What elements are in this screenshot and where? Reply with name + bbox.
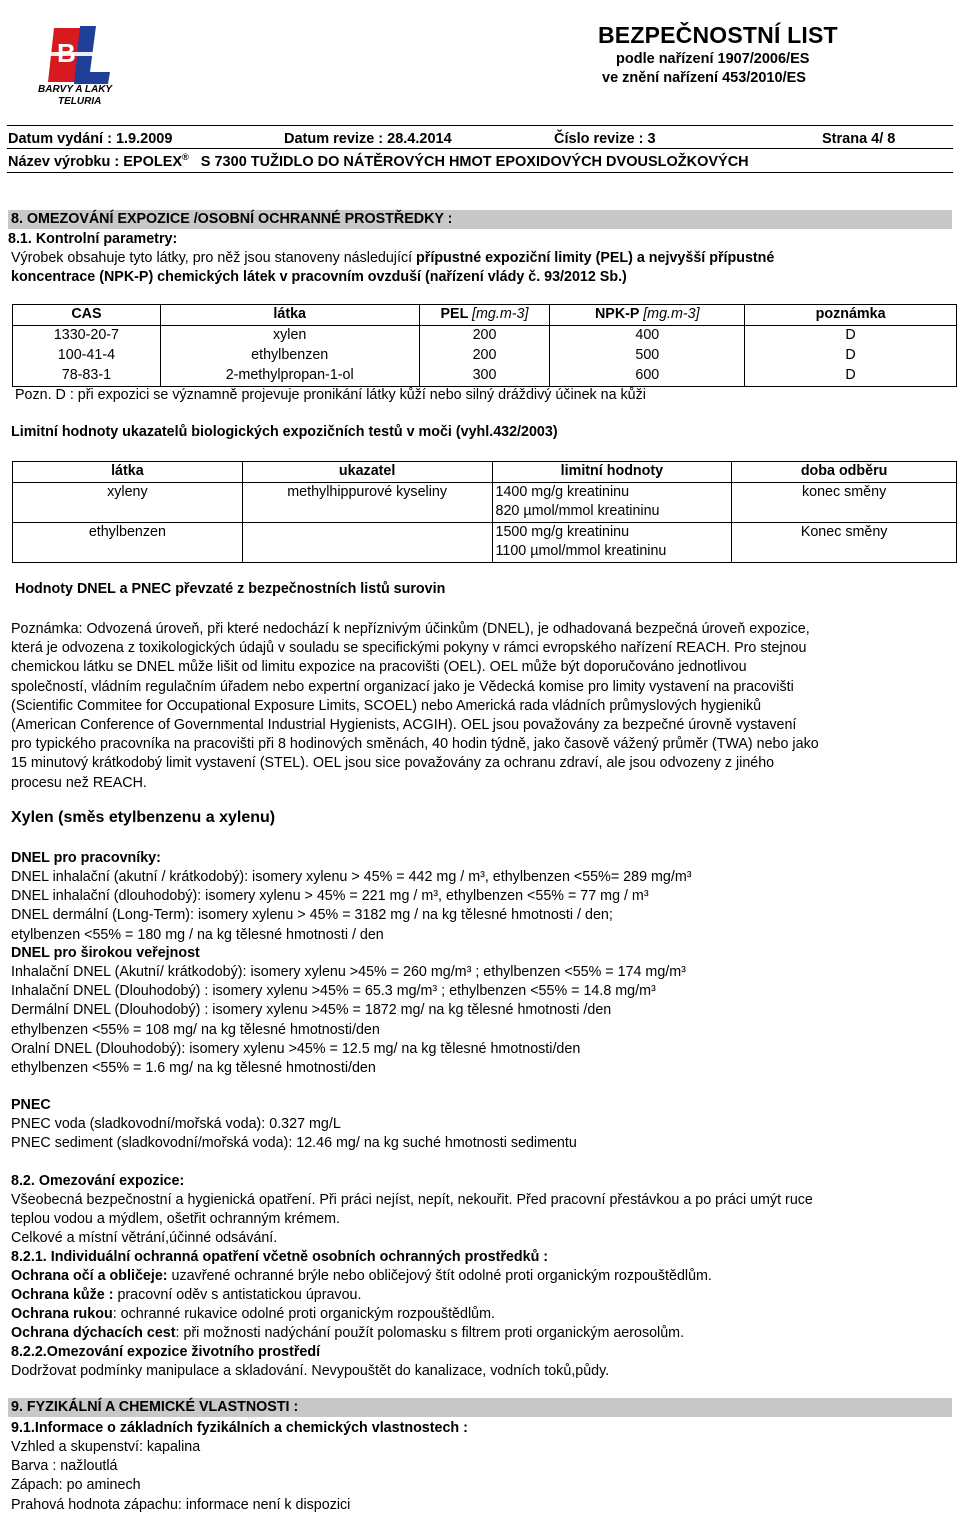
- dnel-public-title: DNEL pro širokou veřejnost: [11, 945, 200, 961]
- document-title: BEZPEČNOSTNÍ LIST: [598, 22, 838, 48]
- table-header-row: [13, 462, 957, 483]
- cell-cas: 1330-20-7: [13, 326, 161, 347]
- pnec-title: PNEC: [11, 1097, 51, 1113]
- pnec-list: PNEC voda (sladkovodní/mořská voda): 0.327 mg/L PNEC sediment (sladkovodní/mořská voda): 12.46 mg/ na kg suché hmotnosti sedimentu: [11, 1116, 577, 1152]
- revision-number: Číslo revize : 3: [554, 131, 656, 147]
- respiratory-protection: Ochrana dýchacích cest: při možnosti nadýchání použít polomasku s filtrem proti organickým aerosolům.: [11, 1325, 685, 1341]
- cell-time: konec směny: [732, 483, 957, 523]
- product-name: S 7300 TUŽIDLO DO NÁTĚROVÝCH HMOT EPOXIDOVÝCH DVOUSLOŽKOVÝCH: [200, 154, 749, 170]
- cell-npk: 500: [550, 346, 745, 366]
- section-8-1-text: Výrobek obsahuje tyto látky, pro něž jsou stanoveny následující přípustné expoziční limity (PEL) a nejvyšší přípustné: [11, 250, 775, 266]
- page-number: Strana 4/ 8: [822, 131, 896, 147]
- cell-limit: 1500 mg/g kreatininu 1100 µmol/mmol kreatininu: [492, 523, 732, 563]
- table-row: [13, 366, 957, 387]
- cell-npk: 400: [550, 326, 745, 347]
- logo-text-2: TELURIA: [58, 96, 102, 107]
- date-revision: Datum revize : 28.4.2014: [284, 131, 452, 147]
- eye-protection: Ochrana očí a obličeje: uzavřené ochranné brýle nebo obličejový štít odolné proti organickým rozpouštědlům.: [11, 1268, 712, 1284]
- table-row: [13, 346, 957, 366]
- cell-limit: 1400 mg/g kreatininu 820 µmol/mmol kreatininu: [492, 483, 732, 523]
- section-8-2-1-title: 8.2.1. Individuální ochranná opatření včetně osobních ochranných prostředků :: [11, 1249, 549, 1265]
- section-9-1-title: 9.1.Informace o základních fyzikálních a chemických vlastnostech :: [11, 1420, 468, 1436]
- cell-cas: 100-41-4: [13, 346, 161, 366]
- col-cas: CAS: [13, 305, 161, 326]
- section-8-2-2-text: Dodržovat podmínky manipulace a skladování. Nevypouštět do kanalizace, vodních toků,půdy.: [11, 1363, 610, 1379]
- col-note: poznámka: [745, 305, 957, 326]
- properties-list: [11, 1438, 951, 1515]
- cell-time: Konec směny: [732, 523, 957, 563]
- cell-pel: 300: [419, 366, 550, 387]
- table-header-row: [13, 305, 957, 326]
- skin-protection: Ochrana kůže : pracovní oděv s antistatickou úpravou.: [11, 1287, 362, 1303]
- cell-pel: 200: [419, 346, 550, 366]
- cell-cas: 78-83-1: [13, 366, 161, 387]
- section-8-1-title: 8.1. Kontrolní parametry:: [8, 231, 178, 247]
- section-8-2-text: Všeobecná bezpečnostní a hygienická opatření. Při práci nejíst, nepít, nekouřit. Před pracovní přestávkou a po práci umýt ruce teplou vodou a mýdlem, ošetřit ochranným krémem. Celkové a místní větrání,účinné odsávání.: [11, 1192, 813, 1247]
- table-row: [13, 483, 957, 523]
- col-pel: PEL [mg.m-3]: [419, 305, 550, 326]
- cell-note: D: [745, 366, 957, 387]
- registered-mark: ®: [182, 152, 189, 163]
- cell-substance: xyleny: [13, 483, 243, 523]
- cell-pel: 200: [419, 326, 550, 347]
- section-8-1-text-2: koncentrace (NPK-P) chemických látek v pracovním ovzduší (nařízení vlády č. 93/2012 Sb.): [11, 269, 627, 285]
- product-label: Název výrobku : EPOLEX: [8, 154, 183, 170]
- cell-substance: ethylbenzen: [13, 523, 243, 563]
- cell-substance: ethylbenzen: [160, 346, 419, 366]
- hand-protection: Ochrana rukou: ochranné rukavice odolné proti organickým rozpouštědlům.: [11, 1306, 495, 1322]
- section-8-2-title: 8.2. Omezování expozice:: [11, 1173, 185, 1189]
- regulation-line-1: podle nařízení 1907/2006/ES: [616, 51, 810, 67]
- cell-note: D: [745, 326, 957, 347]
- cell-substance: xylen: [160, 326, 419, 347]
- dnel-note: Poznámka: Odvozená úroveň, při které nedochází k nepříznivým účinkům (DNEL), je odhadovaná bezpečná úroveň expozice, která je odvozena z toxikologických údajů v souladu se specifickými pokyny v rámci evropského nařízení REACH. Pro stejnou chemickou látku se DNEL může lišit od limitu expozice na pracovišti (OEL). OEL může být doporučováno jednotlivou společností, vládním regulačním úřadem nebo expertní organizací jako je Vědecká komise pro limity vystavení na pracovišti (Scientific Commitee for Occupational Exposure Limits, SCOEL) nebo Americká rada vládních průmyslových hygieniků (American Conference of Governmental Industrial Hygienists, ACGIH). OEL jsou považovány za bezpečné úrovně vystavení pro typického pracovníka na pracovišti při 8 hodinových směnách, 40 hodin týdně, jako časově vážený průměr (TWA) nebo jako 15 minutový krátkodobý limit vystavení (STEL). OEL jsou sice považovány za ochranu zdraví, ale jsou odvozeny z jiného procesu než REACH.: [11, 621, 819, 791]
- cell-indicator: [242, 523, 492, 563]
- cell-note: D: [745, 346, 957, 366]
- logo-text-1: BARVY A LAKY: [38, 84, 113, 95]
- cell-substance: 2-methylpropan-1-ol: [160, 366, 419, 387]
- xylene-title: Xylen (směs etylbenzenu a xylenu): [11, 809, 276, 826]
- property-appearance: Vzhled a skupenství: kapalina: [11, 1439, 201, 1455]
- exposure-limits-table: [12, 304, 957, 387]
- date-issued: Datum vydání : 1.9.2009: [8, 131, 173, 147]
- divider: [7, 172, 953, 173]
- bio-limits-table: [12, 461, 957, 563]
- section-8-2-2-title: 8.2.2.Omezování expozice životního prostředí: [11, 1344, 321, 1360]
- bio-limits-title: Limitní hodnoty ukazatelů biologických expozičních testů v moči (vyhl.432/2003): [11, 424, 558, 440]
- table-row: [13, 523, 957, 563]
- property-odor-threshold: Prahová hodnota zápachu: informace není k dispozici: [11, 1496, 351, 1513]
- property-color: Barva : nažloutlá: [11, 1458, 118, 1475]
- col-substance: látka: [160, 305, 419, 326]
- col-time: doba odběru: [732, 462, 957, 483]
- table-row: [13, 326, 957, 347]
- dnel-pnec-title: Hodnoty DNEL a PNEC převzaté z bezpečnostních listů surovin: [15, 581, 446, 597]
- section-8-heading: 8. OMEZOVÁNÍ EXPOZICE /OSOBNÍ OCHRANNÉ PROSTŘEDKY :: [8, 210, 952, 229]
- product-row: [8, 153, 749, 172]
- cell-indicator: methylhippurové kyseliny: [242, 483, 492, 523]
- regulation-line-2: ve znění nařízení 453/2010/ES: [602, 70, 806, 86]
- limits-note: Pozn. D : při expozici se významně projevuje pronikání látky kůží nebo silný dráždivý účinek na kůži: [15, 387, 646, 403]
- col-npk: NPK-P [mg.m-3]: [550, 305, 745, 326]
- col-indicator: ukazatel: [242, 462, 492, 483]
- divider: [7, 148, 953, 149]
- section-9-heading: 9. FYZIKÁLNÍ A CHEMICKÉ VLASTNOSTI :: [8, 1398, 952, 1417]
- cell-npk: 600: [550, 366, 745, 387]
- col-limit: limitní hodnoty: [492, 462, 732, 483]
- dnel-public-list: Inhalační DNEL (Akutní/ krátkodobý): isomery xylenu >45% = 260 mg/m³ ; ethylbenzen <55% = 174 mg/m³ Inhalační DNEL (Dlouhodobý) : isomery xylenu >45% = 65.3 mg/m³ ; ethylbenzen <55% = 14.8 mg/m³ Dermální DNEL (Dlouhodobý) : isomery xylenu >45% = 1872 mg/ na kg tělesné hmotnosti /den ethylbenzen <55% = 108 mg/ na kg tělesné hmotnosti/den Oralní DNEL (Dlouhodobý): isomery xylenu >45% = 12.5 mg/ na kg tělesné hmotnosti/den ethylbenzen <55% = 1.6 mg/ na kg tělesné hmotnosti/den: [11, 964, 686, 1077]
- dnel-workers-title: DNEL pro pracovníky:: [11, 850, 161, 866]
- property-odor: Zápach: po aminech: [11, 1477, 141, 1494]
- company-logo: [40, 24, 116, 112]
- col-substance: látka: [13, 462, 243, 483]
- divider: [7, 125, 953, 126]
- dnel-workers-list: DNEL inhalační (akutní / krátkodobý): isomery xylenu > 45% = 442 mg / m³, ethylbenzen <55%= 289 mg/m³ DNEL inhalační (dlouhodobý): isomery xylenu > 45% = 221 mg / m³, ethylbenzen <55% = 77 mg / m³ DNEL dermální (Long-Term): isomery xylenu > 45% = 3182 mg / na kg tělesné hmotnosti / den; etylbenzen <55% = 180 mg / na kg tělesné hmotnosti / den: [11, 869, 692, 943]
